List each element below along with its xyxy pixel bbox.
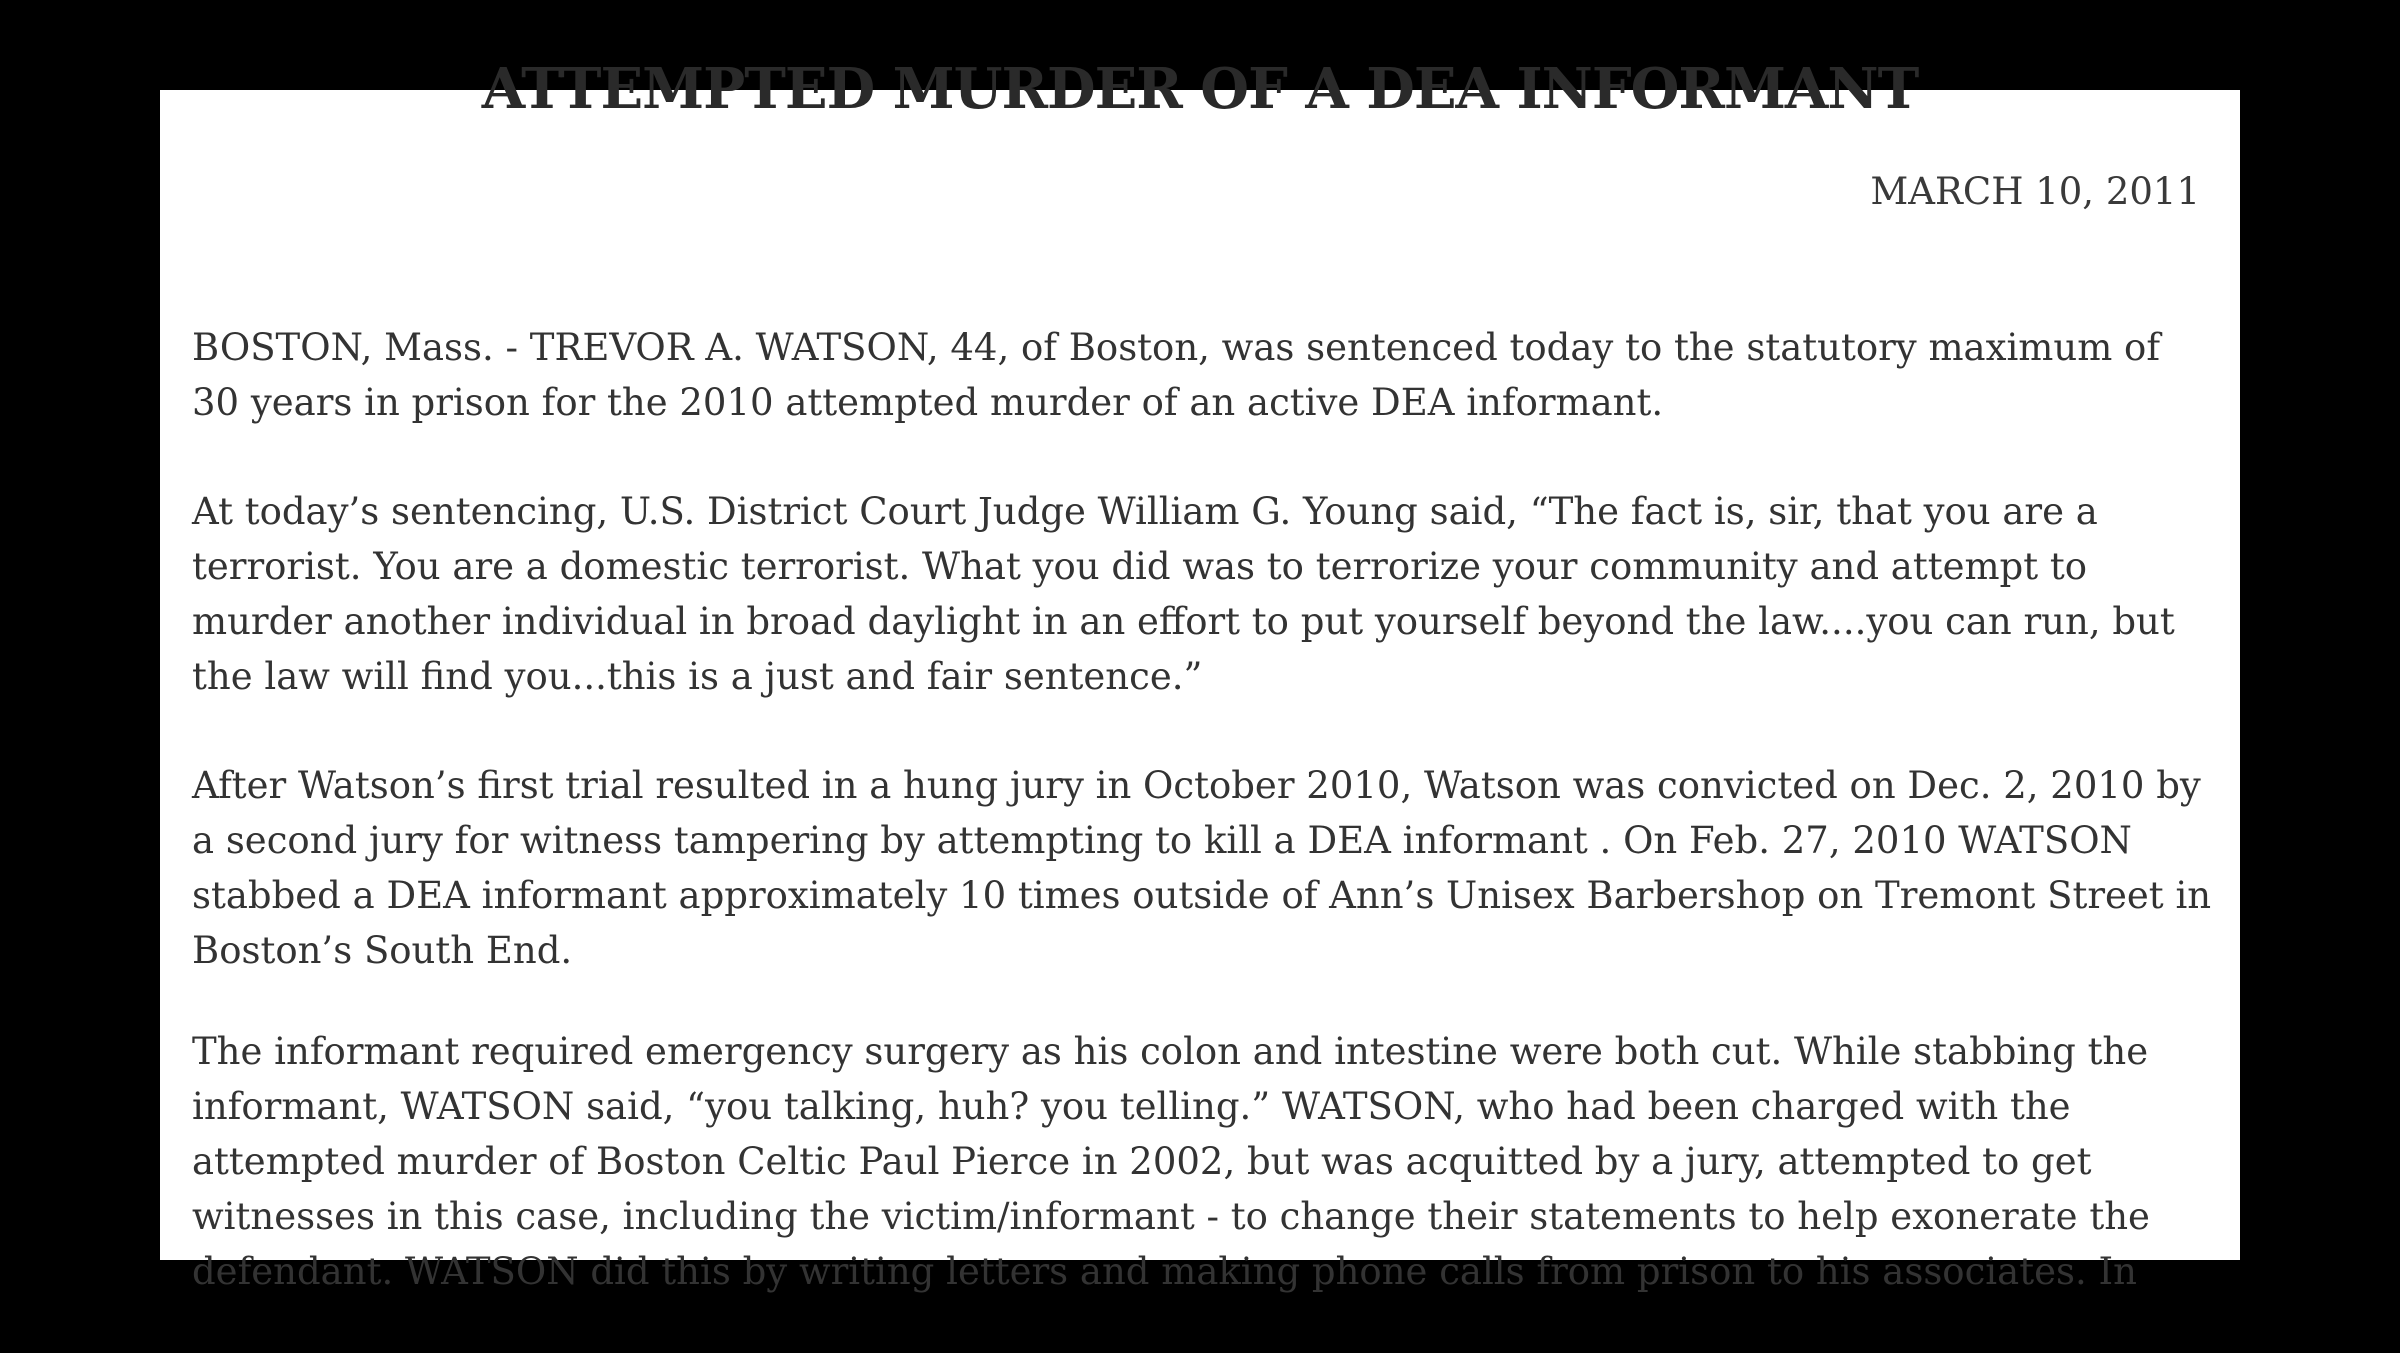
paragraph-4: The informant required emergency surgery as his colon and intestine were both cut. While stabbing the informant, WATSON said, “you talking, huh? you telling.” WATSON, who had been charged with the attempted murder of Boston Celtic Paul Pierce in 2002, but was acquitted by a jury, attempted to get witnesses in this case, including the victim/informant - to change their statements to help exonerate the defendant. WATSON did this by writing letters and making phone calls from prison to his associates. In xyxy=(192,1030,2150,1293)
paragraph-3: After Watson’s first trial resulted in a hung jury in October 2010, Watson was convicted on Dec. 2, 2010 by a second jury for witness tampering by attempting to kill a DEA informant . On Feb. 27, 2010 WATSON stabbed a DEA informant approximately 10 times outside of Ann’s Unisex Barbershop on Tremont Street in Boston’s South End. xyxy=(192,764,2212,972)
document-title: ATTEMPTED MURDER OF A DEA INFORMANT xyxy=(481,56,1919,122)
paragraph-2: At today’s sentencing, U.S. District Court Judge William G. Young said, “The fact is, sir, that you are a terrorist. You are a domestic terrorist. What you did was to terrorize your community and attempt to murder another individual in broad daylight in an effort to put yourself beyond the law....you can run, but the law will find you...this is a just and fair sentence.” xyxy=(192,490,2175,698)
document-date: MARCH 10, 2011 xyxy=(1870,170,2200,213)
paragraph-1: BOSTON, Mass. - TREVOR A. WATSON, 44, of Boston, was sentenced today to the statutory maximum of 30 years in prison for the 2010 attempted murder of an active DEA informant. xyxy=(192,326,2161,424)
document-page xyxy=(160,56,2240,1293)
document-body xyxy=(192,320,2212,1353)
